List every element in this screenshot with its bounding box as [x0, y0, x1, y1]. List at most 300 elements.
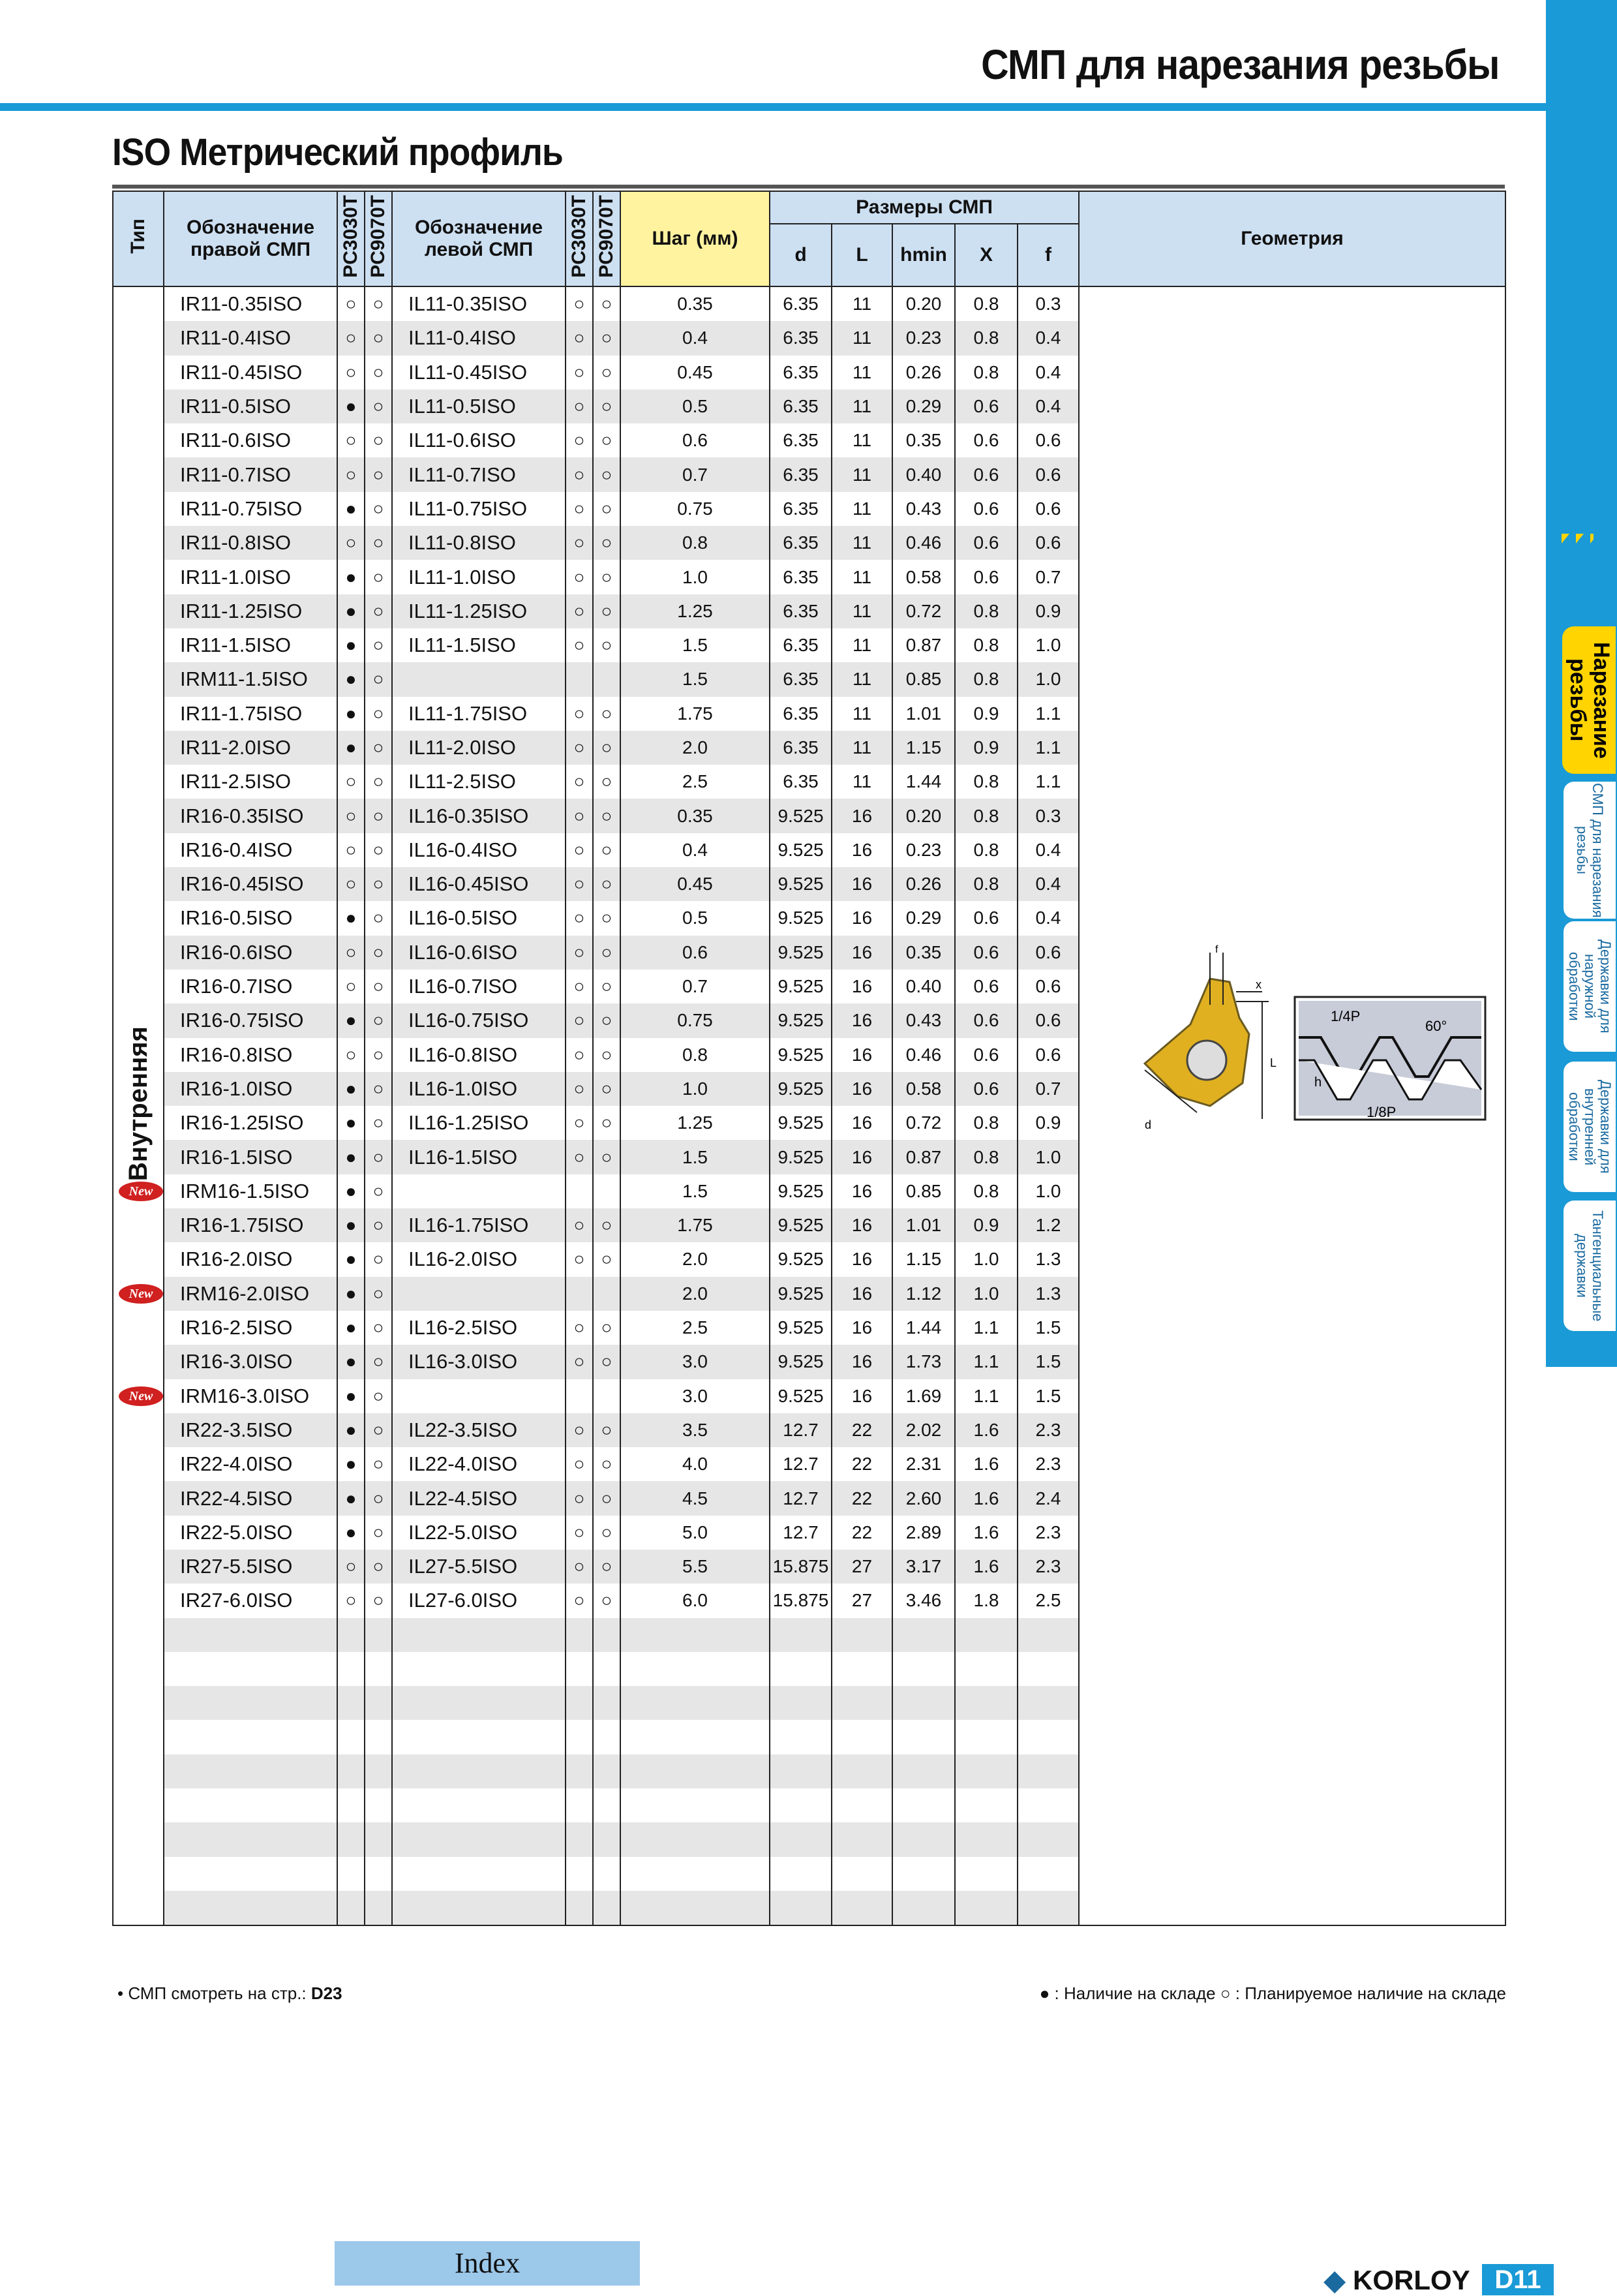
- X-header: X: [955, 224, 1018, 286]
- cell-x: 1.6: [955, 1481, 1018, 1515]
- cell-l: IL16-0.35ISO: [392, 799, 566, 833]
- cell-r: IR27-5.5ISO: [164, 1550, 337, 1584]
- cell-a: ●: [337, 1174, 365, 1208]
- cell-x: [955, 1618, 1018, 1652]
- cell-b: [365, 1891, 392, 1925]
- cell-h: 2.89: [892, 1516, 955, 1550]
- cell-e: ○: [593, 1345, 620, 1379]
- cell-h: 0.29: [892, 901, 955, 935]
- diagram-L-label: L: [1270, 1056, 1277, 1069]
- side-tab-inserts[interactable]: [1562, 780, 1616, 920]
- cell-h: [892, 1686, 955, 1720]
- cell-b: ○: [365, 662, 392, 696]
- cell-e: ○: [593, 970, 620, 1003]
- cell-L: [832, 1891, 892, 1925]
- cell-c: ○: [566, 1345, 593, 1379]
- cell-b: ○: [365, 1413, 392, 1447]
- cell-f: [1018, 1686, 1079, 1720]
- cell-e: ○: [593, 1003, 620, 1037]
- cell-L: 16: [832, 901, 892, 935]
- cell-f: 0.6: [1018, 423, 1079, 457]
- cell-e: ○: [593, 1550, 620, 1584]
- cell-p: 0.45: [620, 356, 770, 390]
- cell-p: 0.7: [620, 457, 770, 491]
- cell-r: IR11-1.75ISO: [164, 697, 337, 731]
- cell-h: 2.31: [892, 1447, 955, 1481]
- cell-h: 0.35: [892, 423, 955, 457]
- cell-b: ○: [365, 423, 392, 457]
- cell-L: 27: [832, 1584, 892, 1617]
- cell-L: [832, 1857, 892, 1891]
- cell-a: ○: [337, 833, 365, 867]
- cell-L: 11: [832, 321, 892, 355]
- right-insert-header: Обозначение правой СМП: [164, 191, 337, 286]
- cell-b: [365, 1822, 392, 1856]
- cell-a: ●: [337, 1106, 365, 1140]
- cell-f: 0.6: [1018, 970, 1079, 1003]
- cell-l: IL27-6.0ISO: [392, 1584, 566, 1617]
- cell-a: ●: [337, 594, 365, 628]
- table-row: [113, 286, 1505, 321]
- cell-e: ○: [593, 1311, 620, 1345]
- cell-p: 1.5: [620, 1174, 770, 1208]
- cell-l: IL11-0.35ISO: [392, 286, 566, 321]
- cell-r: IR11-2.0ISO: [164, 731, 337, 765]
- cell-h: 0.43: [892, 1003, 955, 1037]
- cell-r: IR11-0.8ISO: [164, 526, 337, 560]
- cell-a: ●: [337, 492, 365, 526]
- cell-e: ○: [593, 1140, 620, 1174]
- cell-e: ○: [593, 390, 620, 423]
- cell-c: [566, 1652, 593, 1686]
- cell-a: ○: [337, 526, 365, 560]
- cell-h: 0.46: [892, 526, 955, 560]
- cell-b: [365, 1686, 392, 1720]
- cell-l: [392, 1174, 566, 1208]
- cell-h: 0.87: [892, 1140, 955, 1174]
- cell-f: 1.2: [1018, 1208, 1079, 1242]
- cell-x: 0.6: [955, 457, 1018, 491]
- side-tab-threading[interactable]: [1562, 626, 1616, 774]
- cell-p: 1.25: [620, 1106, 770, 1140]
- cell-x: 0.8: [955, 356, 1018, 390]
- cell-r: IR16-0.8ISO: [164, 1038, 337, 1072]
- cell-b: ○: [365, 492, 392, 526]
- cell-p: 5.5: [620, 1550, 770, 1584]
- cell-b: ○: [365, 1208, 392, 1242]
- cell-c: ○: [566, 1106, 593, 1140]
- cell-d: 6.35: [770, 765, 832, 799]
- cell-l: [392, 1379, 566, 1413]
- index-button[interactable]: Index: [335, 2241, 640, 2286]
- cell-L: 11: [832, 356, 892, 390]
- cell-e: ○: [593, 765, 620, 799]
- cell-b: ○: [365, 1379, 392, 1413]
- cell-a: [337, 1857, 365, 1891]
- side-tab-external-holders[interactable]: [1562, 920, 1616, 1053]
- cell-x: 1.1: [955, 1345, 1018, 1379]
- cell-r: IR11-0.4ISO: [164, 321, 337, 355]
- cell-a: ●: [337, 560, 365, 594]
- side-tab-label: Державки для наружной обработки: [1566, 940, 1614, 1033]
- cell-L: 11: [832, 731, 892, 765]
- cell-e: ○: [593, 1072, 620, 1106]
- cell-c: ○: [566, 970, 593, 1003]
- cell-f: 1.1: [1018, 731, 1079, 765]
- cell-b: ○: [365, 970, 392, 1003]
- cell-f: 2.3: [1018, 1550, 1079, 1584]
- cell-a: ○: [337, 1038, 365, 1072]
- cell-p: 0.4: [620, 833, 770, 867]
- cell-d: [770, 1788, 832, 1822]
- cell-b: [365, 1652, 392, 1686]
- cell-c: [566, 1891, 593, 1925]
- cell-b: ○: [365, 1106, 392, 1140]
- cell-l: [392, 1277, 566, 1311]
- cell-f: [1018, 1652, 1079, 1686]
- cell-l: IL22-5.0ISO: [392, 1516, 566, 1550]
- cell-r: [164, 1720, 337, 1754]
- cell-f: 1.1: [1018, 765, 1079, 799]
- cell-h: 3.46: [892, 1584, 955, 1617]
- cell-p: 6.0: [620, 1584, 770, 1617]
- cell-L: 16: [832, 1072, 892, 1106]
- cell-r: IR16-2.0ISO: [164, 1242, 337, 1276]
- cell-d: [770, 1720, 832, 1754]
- cell-L: 22: [832, 1413, 892, 1447]
- cell-p: 4.5: [620, 1481, 770, 1515]
- cell-L: 16: [832, 1311, 892, 1345]
- cell-e: [593, 1379, 620, 1413]
- cell-x: 1.0: [955, 1242, 1018, 1276]
- cell-L: 16: [832, 799, 892, 833]
- cell-l: IL11-2.5ISO: [392, 765, 566, 799]
- cell-r: IR16-1.75ISO: [164, 1208, 337, 1242]
- cell-p: [620, 1720, 770, 1754]
- cell-c: ○: [566, 833, 593, 867]
- cell-e: ○: [593, 628, 620, 662]
- cell-x: 0.8: [955, 765, 1018, 799]
- cell-f: 0.6: [1018, 457, 1079, 491]
- cell-c: [566, 1720, 593, 1754]
- cell-l: IL11-0.75ISO: [392, 492, 566, 526]
- cell-f: 2.5: [1018, 1584, 1079, 1617]
- cell-a: ○: [337, 867, 365, 901]
- diagram-f-label: f: [1215, 944, 1218, 955]
- cell-l: IL11-0.5ISO: [392, 390, 566, 423]
- cell-h: 0.23: [892, 833, 955, 867]
- cell-x: 0.6: [955, 901, 1018, 935]
- cell-p: 1.0: [620, 1072, 770, 1106]
- cell-b: ○: [365, 321, 392, 355]
- cell-d: 9.525: [770, 1072, 832, 1106]
- diagram-x-label: x: [1256, 978, 1262, 991]
- cell-L: 11: [832, 594, 892, 628]
- cell-L: 16: [832, 970, 892, 1003]
- cell-h: 0.23: [892, 321, 955, 355]
- cell-f: 0.3: [1018, 286, 1079, 321]
- cell-x: [955, 1822, 1018, 1856]
- cell-l: [392, 1618, 566, 1652]
- cell-l: [392, 1788, 566, 1822]
- cell-L: [832, 1618, 892, 1652]
- cell-d: 15.875: [770, 1550, 832, 1584]
- cell-b: ○: [365, 457, 392, 491]
- diagram-d-label: d: [1145, 1118, 1152, 1131]
- cell-a: [337, 1822, 365, 1856]
- cell-c: [566, 1822, 593, 1856]
- cell-h: 1.01: [892, 697, 955, 731]
- cell-l: IL16-3.0ISO: [392, 1345, 566, 1379]
- dimensions-header: Размеры СМП: [770, 191, 1079, 224]
- cell-c: ○: [566, 321, 593, 355]
- cell-d: 6.35: [770, 594, 832, 628]
- cell-p: 2.0: [620, 1277, 770, 1311]
- cell-f: 0.7: [1018, 1072, 1079, 1106]
- cell-c: [566, 1174, 593, 1208]
- cell-f: [1018, 1857, 1079, 1891]
- cell-b: ○: [365, 1311, 392, 1345]
- cell-b: ○: [365, 799, 392, 833]
- cell-c: ○: [566, 1038, 593, 1072]
- cell-d: 12.7: [770, 1413, 832, 1447]
- cell-h: 0.26: [892, 356, 955, 390]
- cell-e: ○: [593, 356, 620, 390]
- diagram-angle-label: 60°: [1425, 1018, 1447, 1034]
- cell-f: 1.0: [1018, 628, 1079, 662]
- cell-d: 9.525: [770, 1208, 832, 1242]
- cell-l: IL11-1.75ISO: [392, 697, 566, 731]
- cell-b: ○: [365, 901, 392, 935]
- cell-d: 9.525: [770, 1277, 832, 1311]
- diagram-quarter-p-label: 1/4P: [1331, 1008, 1361, 1024]
- cell-x: [955, 1857, 1018, 1891]
- cell-b: [365, 1754, 392, 1788]
- cell-e: ○: [593, 423, 620, 457]
- cell-d: 9.525: [770, 1345, 832, 1379]
- cell-l: [392, 1754, 566, 1788]
- cell-h: 1.12: [892, 1277, 955, 1311]
- cell-c: [566, 1277, 593, 1311]
- cell-d: 15.875: [770, 1584, 832, 1617]
- cell-f: 1.5: [1018, 1311, 1079, 1345]
- cell-b: ○: [365, 1550, 392, 1584]
- cell-f: 0.3: [1018, 799, 1079, 833]
- side-tab-label: Державки для внутренней обработки: [1566, 1080, 1614, 1174]
- cell-d: 9.525: [770, 1379, 832, 1413]
- cell-p: 3.0: [620, 1379, 770, 1413]
- cell-e: ○: [593, 1447, 620, 1481]
- cell-h: [892, 1754, 955, 1788]
- cell-r: IR11-0.5ISO: [164, 390, 337, 423]
- cell-r: [164, 1618, 337, 1652]
- cell-r: IR11-2.5ISO: [164, 765, 337, 799]
- cell-h: 0.20: [892, 799, 955, 833]
- cell-d: [770, 1754, 832, 1788]
- cell-f: 1.3: [1018, 1242, 1079, 1276]
- cell-h: 1.44: [892, 1311, 955, 1345]
- cell-b: ○: [365, 560, 392, 594]
- type-value: Внутренняя: [123, 1026, 153, 1181]
- cell-d: 6.35: [770, 731, 832, 765]
- cell-r: IR11-0.35ISO: [164, 286, 337, 321]
- cell-e: [593, 1720, 620, 1754]
- cell-f: 0.4: [1018, 390, 1079, 423]
- cell-r: IR27-6.0ISO: [164, 1584, 337, 1617]
- cell-c: ○: [566, 867, 593, 901]
- cell-f: 2.3: [1018, 1516, 1079, 1550]
- cell-a: ○: [337, 970, 365, 1003]
- cell-p: 5.0: [620, 1516, 770, 1550]
- cell-b: ○: [365, 526, 392, 560]
- page-title: СМП для нарезания резьбы: [981, 41, 1500, 88]
- cell-h: 1.01: [892, 1208, 955, 1242]
- cell-c: ○: [566, 594, 593, 628]
- diagram-eighth-p-label: 1/8P: [1367, 1104, 1397, 1120]
- cell-x: 0.6: [955, 390, 1018, 423]
- cell-x: 0.6: [955, 1038, 1018, 1072]
- cell-x: [955, 1891, 1018, 1925]
- cell-e: [593, 1822, 620, 1856]
- cell-c: ○: [566, 1003, 593, 1037]
- section-title: ISO Метрический профиль: [112, 131, 563, 174]
- cell-r: IR16-0.5ISO: [164, 901, 337, 935]
- cell-r: [164, 1652, 337, 1686]
- cell-d: [770, 1822, 832, 1856]
- side-tab-internal-holders[interactable]: [1562, 1060, 1616, 1193]
- cell-a: [337, 1686, 365, 1720]
- cell-c: ○: [566, 560, 593, 594]
- cell-r: IR11-0.75ISO: [164, 492, 337, 526]
- cell-b: [365, 1788, 392, 1822]
- cell-h: 0.87: [892, 628, 955, 662]
- stock-legend: ● : Наличие на складе ○ : Планируемое наличие на складе: [1039, 1983, 1506, 2003]
- cell-h: [892, 1891, 955, 1925]
- cell-x: [955, 1754, 1018, 1788]
- cell-x: 0.8: [955, 867, 1018, 901]
- cell-h: [892, 1822, 955, 1856]
- cell-r: IR16-0.4ISO: [164, 833, 337, 867]
- cell-b: ○: [365, 1038, 392, 1072]
- cell-L: 16: [832, 1038, 892, 1072]
- reference-note: [117, 1983, 342, 2004]
- page-ref-link[interactable]: D23: [310, 1983, 342, 2003]
- cell-c: ○: [566, 526, 593, 560]
- cell-f: 1.1: [1018, 697, 1079, 731]
- cell-h: 0.29: [892, 390, 955, 423]
- cell-b: [365, 1857, 392, 1891]
- geometry-cell: [1079, 286, 1505, 1925]
- cell-L: 22: [832, 1481, 892, 1515]
- side-tab-tangential-holders[interactable]: [1562, 1199, 1616, 1332]
- cell-L: 27: [832, 1550, 892, 1584]
- cell-d: 6.35: [770, 526, 832, 560]
- cell-l: IL16-1.75ISO: [392, 1208, 566, 1242]
- cell-r: [164, 1857, 337, 1891]
- cell-f: 0.4: [1018, 867, 1079, 901]
- cell-p: 2.5: [620, 1311, 770, 1345]
- cell-d: 12.7: [770, 1447, 832, 1481]
- cell-L: [832, 1788, 892, 1822]
- cell-c: [566, 1754, 593, 1788]
- cell-r: IR16-0.7ISO: [164, 970, 337, 1003]
- cell-h: 0.58: [892, 1072, 955, 1106]
- cell-l: [392, 1652, 566, 1686]
- cell-a: ●: [337, 1447, 365, 1481]
- cell-L: 22: [832, 1447, 892, 1481]
- cell-f: [1018, 1891, 1079, 1925]
- cell-h: [892, 1618, 955, 1652]
- cell-b: ○: [365, 1345, 392, 1379]
- cell-e: ○: [593, 492, 620, 526]
- cell-p: 3.5: [620, 1413, 770, 1447]
- cell-l: IL11-1.0ISO: [392, 560, 566, 594]
- grade-header: PC3030T: [566, 191, 593, 286]
- cell-d: 6.35: [770, 628, 832, 662]
- cell-p: 1.0: [620, 560, 770, 594]
- cell-a: [337, 1618, 365, 1652]
- cell-L: 16: [832, 833, 892, 867]
- cell-l: [392, 1822, 566, 1856]
- cell-L: 11: [832, 560, 892, 594]
- cell-r: IR16-0.45ISO: [164, 867, 337, 901]
- cell-b: ○: [365, 1003, 392, 1037]
- cell-c: ○: [566, 1072, 593, 1106]
- cell-h: 0.43: [892, 492, 955, 526]
- cell-a: [337, 1720, 365, 1754]
- cell-b: ○: [365, 594, 392, 628]
- cell-r: IRM16-1.5ISO New: [164, 1174, 337, 1208]
- cell-l: IL16-0.75ISO: [392, 1003, 566, 1037]
- cell-h: 0.40: [892, 970, 955, 1003]
- side-tab-label: Тангенциальные державки: [1574, 1210, 1606, 1322]
- cell-c: ○: [566, 1413, 593, 1447]
- cell-b: ○: [365, 833, 392, 867]
- cell-l: [392, 1686, 566, 1720]
- cell-p: 0.8: [620, 1038, 770, 1072]
- cell-e: ○: [593, 731, 620, 765]
- cell-h: 0.85: [892, 1174, 955, 1208]
- cell-x: 0.8: [955, 321, 1018, 355]
- cell-r: IR11-0.7ISO: [164, 457, 337, 491]
- cell-f: [1018, 1618, 1079, 1652]
- cell-r: IRM16-2.0ISO New: [164, 1277, 337, 1311]
- cell-p: [620, 1788, 770, 1822]
- cell-r: IR16-1.0ISO: [164, 1072, 337, 1106]
- cell-f: 0.9: [1018, 1106, 1079, 1140]
- cell-p: 0.5: [620, 390, 770, 423]
- cell-r: IR22-4.5ISO: [164, 1481, 337, 1515]
- cell-a: ○: [337, 936, 365, 970]
- cell-x: 1.0: [955, 1277, 1018, 1311]
- cell-L: 11: [832, 423, 892, 457]
- cell-p: 0.35: [620, 286, 770, 321]
- cell-d: 6.35: [770, 560, 832, 594]
- cell-a: ●: [337, 662, 365, 696]
- cell-e: ○: [593, 1584, 620, 1617]
- cell-c: ○: [566, 1311, 593, 1345]
- cell-r: IR22-3.5ISO: [164, 1413, 337, 1447]
- cell-x: 0.8: [955, 286, 1018, 321]
- cell-L: 11: [832, 457, 892, 491]
- cell-L: [832, 1822, 892, 1856]
- cell-r: IR11-1.5ISO: [164, 628, 337, 662]
- cell-d: [770, 1618, 832, 1652]
- cell-h: [892, 1652, 955, 1686]
- cell-h: [892, 1720, 955, 1754]
- cell-d: 6.35: [770, 321, 832, 355]
- cell-p: 1.5: [620, 662, 770, 696]
